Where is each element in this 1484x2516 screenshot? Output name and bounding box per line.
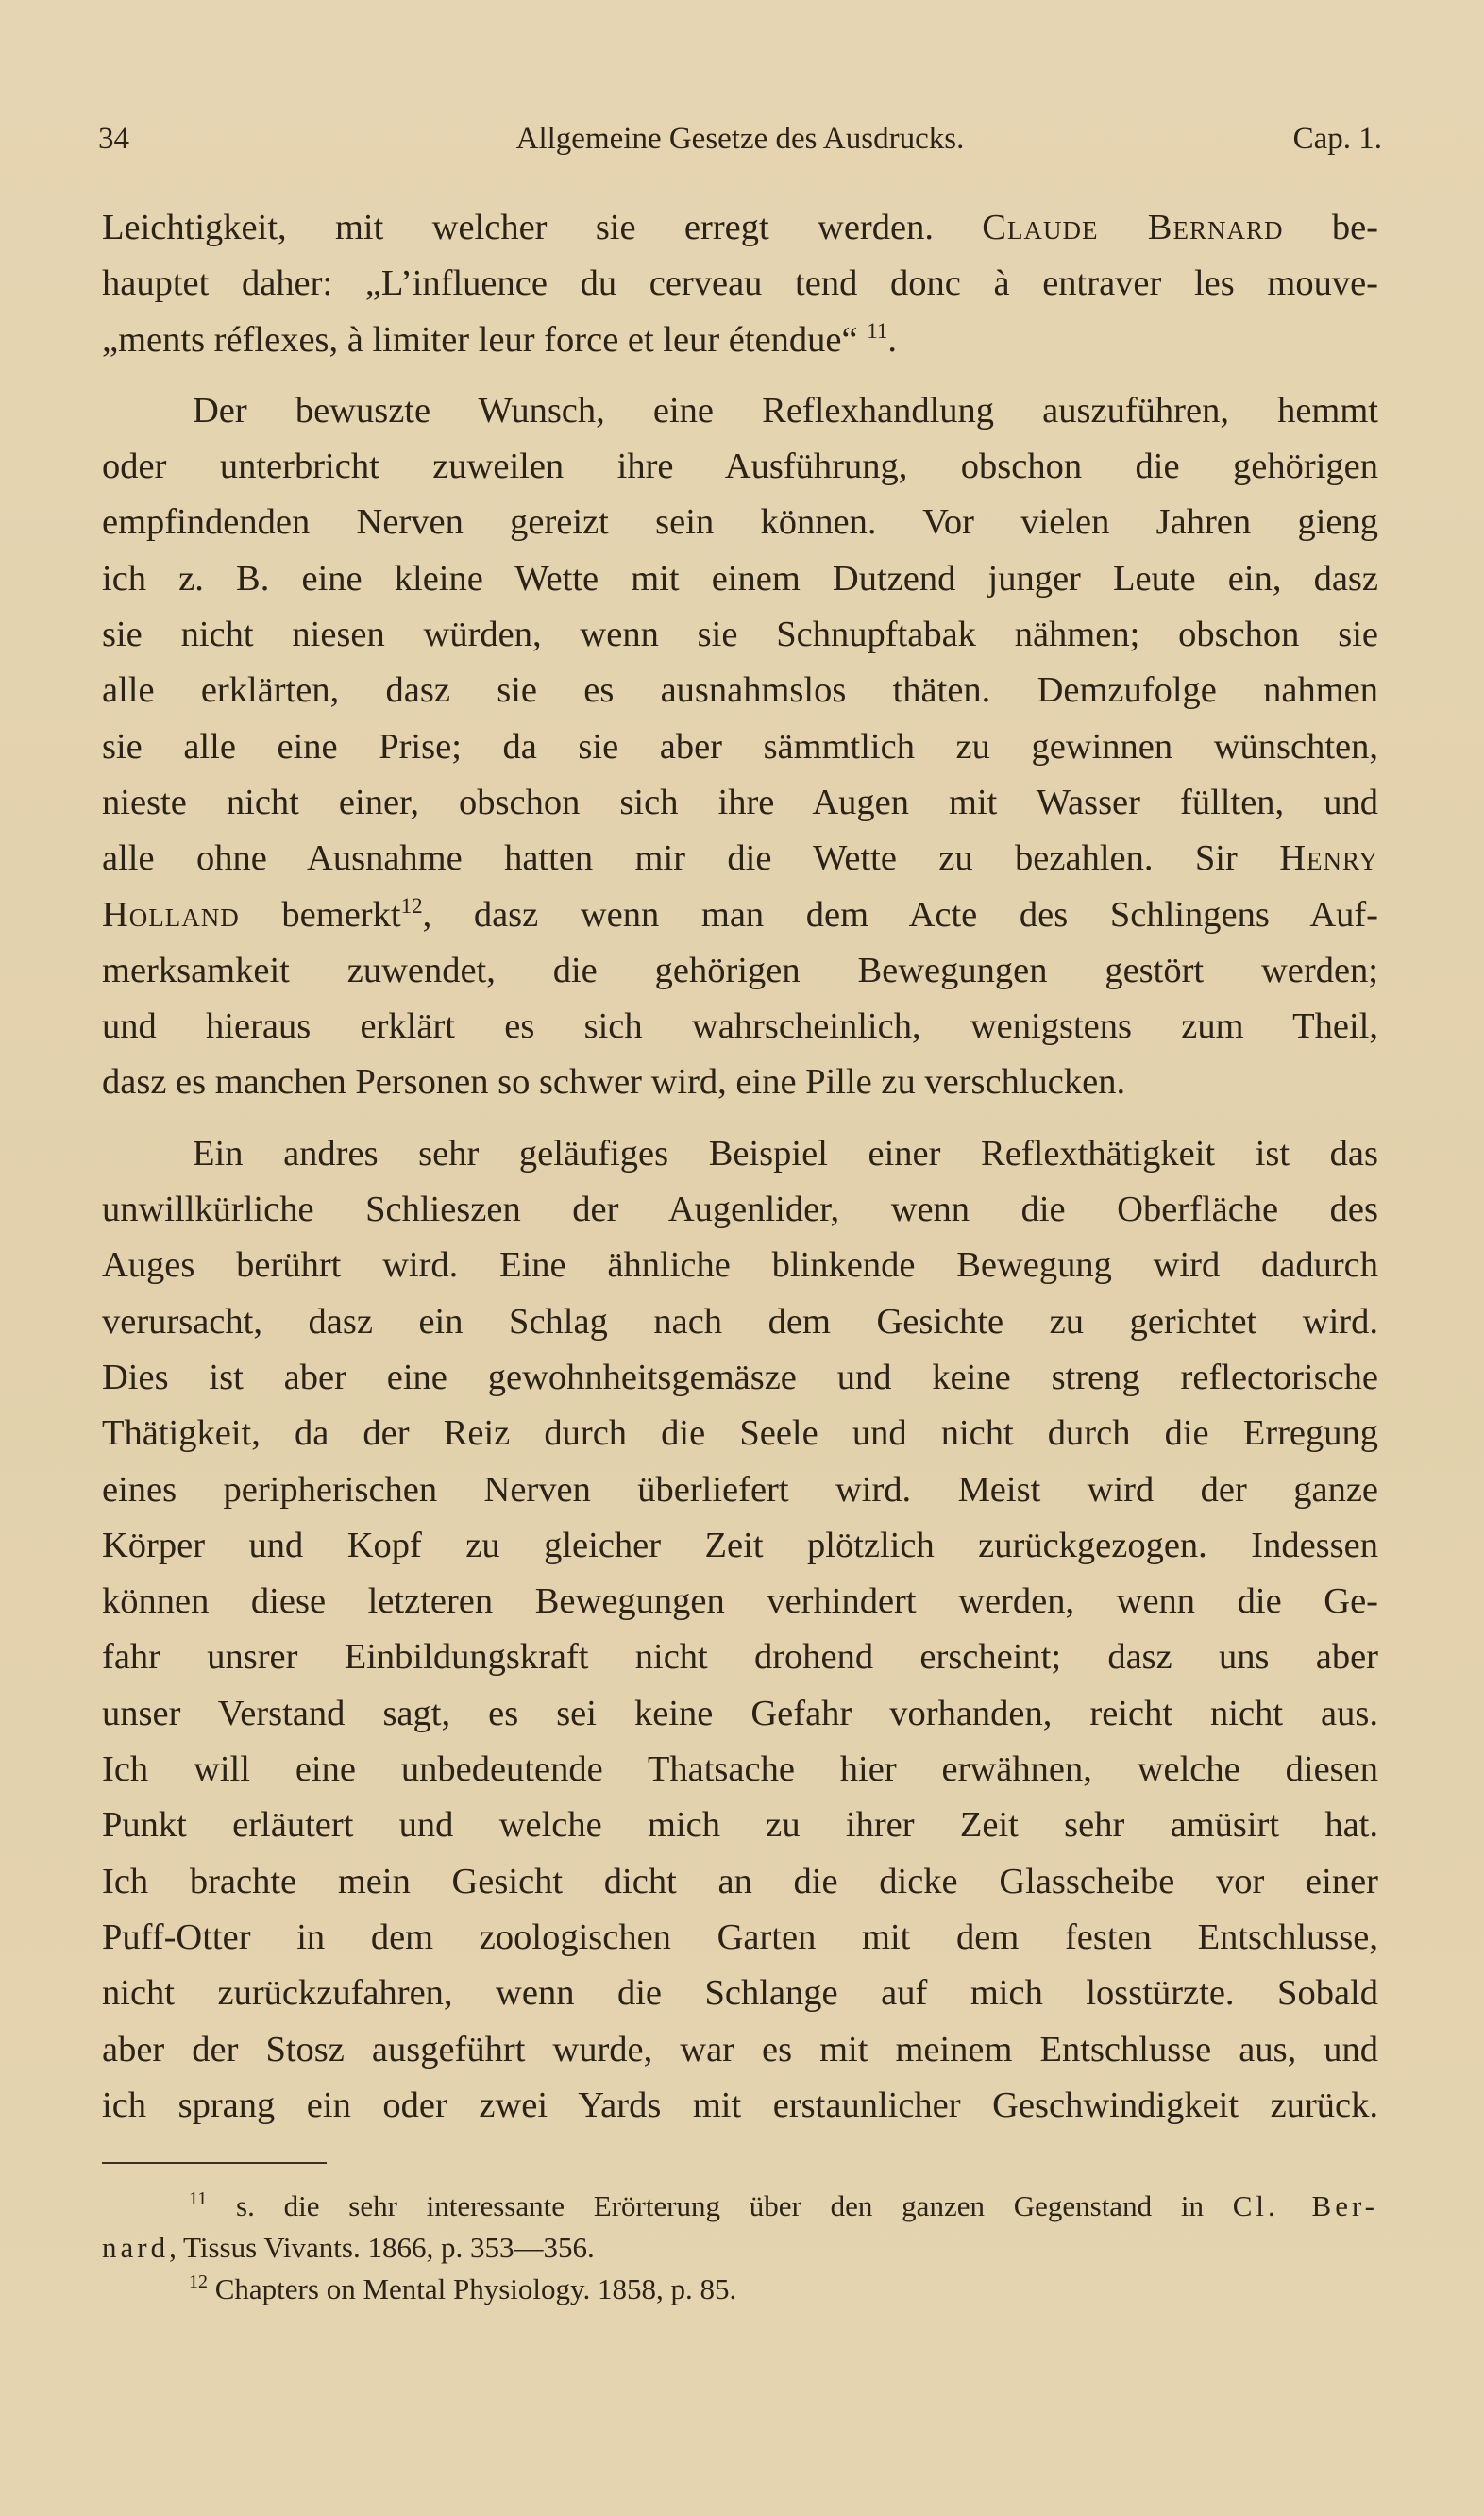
page-number: 34: [98, 122, 129, 156]
line-text: oder unterbricht zuweilen ihre Ausführung, obschon die gehörigen: [102, 447, 1378, 487]
line-text: bemerkt: [239, 894, 401, 935]
footnote-number: 11: [189, 2188, 208, 2209]
text-line: [102, 607, 1378, 663]
line-text: sie nicht niesen würden, wenn sie Schnupftabak nähmen; obschon sie: [102, 615, 1378, 655]
text-line: [102, 1518, 1378, 1574]
line-text: fahr unsrer Einbildungskraft nicht drohend erscheint; dasz uns aber: [102, 1637, 1378, 1678]
line-text: , dasz wenn man dem Acte des Schlingens Auf-: [422, 894, 1378, 935]
text-line: [102, 551, 1378, 607]
text-line: [102, 495, 1378, 550]
line-text: alle ohne Ausnahme hatten mir die Wette zu bezahlen. Sir: [102, 838, 1280, 879]
text-line: [102, 719, 1378, 775]
text-line: [102, 1798, 1378, 1853]
line-text: nicht zurückzufahren, wenn die Schlange auf mich losstürzte. Sobald: [102, 1973, 1378, 2014]
line-text: und hieraus erklärt es sich wahrscheinlich, wenigstens zum Theil,: [102, 1006, 1378, 1047]
text-line: [102, 887, 1378, 943]
line-text: empfindenden Nerven gereizt sein können. Vor vielen Jahren gieng: [102, 502, 1378, 543]
line-text: unwillkürliche Schlieszen der Augenlider, wenn die Oberfläche des: [102, 1190, 1378, 1230]
text-line: [102, 663, 1378, 718]
text-line: [102, 1686, 1378, 1742]
text-line: [102, 1406, 1378, 1461]
line-text: ich sprang ein oder zwei Yards mit erstaunlicher Geschwindigkeit zurück.: [102, 2085, 1378, 2125]
footnote-text: s. die sehr interessante Erörterung über den ganzen Gegenstand in: [207, 2189, 1233, 2222]
chapter-label: Cap. 1.: [1292, 122, 1382, 156]
text-line: [102, 1294, 1378, 1350]
line-text: Ich brachte mein Gesicht dicht an die dicke Glasscheibe vor einer: [102, 1861, 1378, 1901]
text-line: [102, 1742, 1378, 1798]
text-line: [102, 1574, 1378, 1629]
text-line: [102, 383, 1378, 439]
text-line: [102, 1238, 1378, 1293]
text-line: [102, 1910, 1378, 1966]
text-line: [102, 1966, 1378, 2021]
line-text: eines peripherischen Nerven überliefert wird. Meist wird der ganze: [102, 1469, 1378, 1510]
text-line: [102, 831, 1378, 887]
text-line: [102, 1350, 1378, 1406]
author-name: Claude Bernard: [982, 208, 1284, 247]
line-text: können diese letzteren Bewegungen verhindert werden, wenn die Ge-: [102, 1581, 1378, 1622]
author-name: Henry: [1279, 838, 1378, 879]
footnote-text: , Tissus Vivants. 1866, p. 353—356.: [169, 2231, 595, 2264]
line-text: Der bewuszte Wunsch, eine Reflexhandlung auszuführen, hemmt: [193, 390, 1378, 431]
footnote-11: [102, 2186, 1378, 2227]
line-text: hauptet daher: „L’influence du cerveau tend donc à entraver les mouve-: [102, 263, 1378, 304]
text-line: [102, 999, 1378, 1055]
footnote-author: Cl. Ber-: [1232, 2189, 1378, 2222]
line-text: Punkt erläutert und welche mich zu ihrer Zeit sehr amüsirt hat.: [102, 1805, 1378, 1846]
running-head: [98, 115, 1382, 162]
line-text: aber der Stosz ausgeführt wurde, war es mit meinem Entschlusse aus, und: [102, 2029, 1378, 2069]
text-line: [102, 256, 1378, 312]
text-line: [102, 2078, 1378, 2134]
line-text: Auges berührt wird. Eine ähnliche blinkende Bewegung wird dadurch: [102, 1245, 1378, 1286]
line-text: Thätigkeit, da der Reiz durch die Seele und nicht durch die Erregung: [102, 1413, 1378, 1454]
footnote-ref: 11: [867, 318, 888, 343]
text-line: [102, 775, 1378, 831]
text-line: [102, 200, 1378, 256]
text-line: [102, 439, 1378, 495]
line-text: Dies ist aber eine gewohnheitsgemäsze und keine streng reflectorische: [102, 1357, 1378, 1397]
text-line: [102, 1854, 1378, 1910]
text-line: [102, 1182, 1378, 1238]
author-name: Holland: [102, 894, 240, 935]
body-text: [102, 200, 1378, 2134]
footnote-number: 12: [189, 2271, 208, 2292]
text-line: [102, 1462, 1378, 1518]
line-text: ich z. B. eine kleine Wette mit einem Dutzend junger Leute ein, dasz: [102, 558, 1378, 599]
line-text: „ments réflexes, à limiter leur force et leur étendue“: [102, 319, 868, 360]
line-text: Leichtigkeit, mit welcher sie erregt werden.: [102, 208, 983, 247]
line-text: sie alle eine Prise; da sie aber sämmtlich zu gewinnen wünschten,: [102, 726, 1378, 767]
line-text: unser Verstand sagt, es sei keine Gefahr vorhanden, reicht nicht aus.: [102, 1693, 1378, 1733]
text-line: [102, 943, 1378, 999]
line-text: Körper und Kopf zu gleicher Zeit plötzlich zurückgezogen. Indessen: [102, 1525, 1378, 1565]
text-line: [102, 2022, 1378, 2078]
line-text: be-: [1283, 208, 1378, 247]
footnote-divider: [102, 2162, 327, 2164]
footnote-12: [102, 2269, 1378, 2310]
text-line: [102, 1629, 1378, 1685]
footnote-text: Chapters on Mental Physiology. 1858, p. 85.: [208, 2272, 737, 2305]
line-text: Ich will eine unbedeutende Thatsache hier erwähnen, welche diesen: [102, 1749, 1378, 1790]
text-line: [102, 1126, 1378, 1182]
line-text: verursacht, dasz ein Schlag nach dem Gesichte zu gerichtet wird.: [102, 1301, 1378, 1342]
text-line: [102, 1055, 1378, 1110]
line-text: Ein andres sehr geläufiges Beispiel einer Reflexthätigkeit ist das: [193, 1133, 1378, 1174]
line-text: .: [887, 319, 898, 360]
footnotes: [102, 2186, 1378, 2310]
footnote-11-cont: [102, 2227, 1378, 2269]
running-title: Allgemeine Gesetze des Ausdrucks.: [515, 122, 965, 156]
line-text: dasz es manchen Personen so schwer wird, eine Pille zu verschlucken.: [102, 1062, 1126, 1103]
footnote-ref: 12: [400, 893, 423, 918]
line-text: nieste nicht einer, obschon sich ihre Augen mit Wasser füllten, und: [102, 782, 1378, 822]
line-text: alle erklärten, dasz sie es ausnahmslos thäten. Demzufolge nahmen: [102, 670, 1378, 711]
line-text: Puff-Otter in dem zoologischen Garten mit dem festen Entschlusse,: [102, 1917, 1378, 1957]
text-line: [102, 312, 1378, 368]
line-text: merksamkeit zuwendet, die gehörigen Bewegungen gestört werden;: [102, 950, 1378, 990]
footnote-author: nard: [102, 2231, 170, 2264]
